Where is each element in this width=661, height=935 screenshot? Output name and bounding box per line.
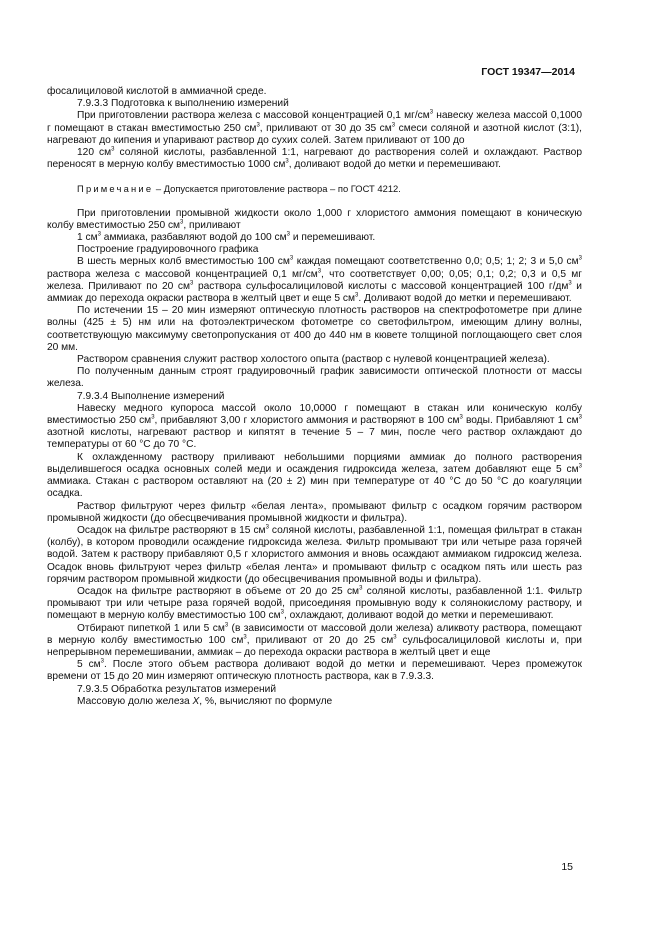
document-header: ГОСТ 19347—2014: [481, 66, 575, 78]
paragraph: В шесть мерных колб вместимостью 100 $см^3$ каждая помещают соответственно 0,0; 0,5; 1; 2; 3 и 5,0 $см^3$ раствора железа с массовой концентрацией 0,1 $мг/см^3$, что соответствует 0,00; 0,05; 0,1; 0,2; 0,3 и 0,5 мг железа. Приливают по 20 $см^3$ раствора сульфосалициловой кислоты с массовой концентрацией 100 $г/дм^3$ и аммиак до перехода окраски раствора в желтый цвет и еще 5 $см^3$. Доливают водой до метки и перемешивают.: [47, 256, 582, 305]
paragraph: По истечении 15 – 20 мин измеряют оптическую плотность растворов на спектрофотометре при длине волны (425 ± 5) нм или на фотоэлектрическом фотометре со светофильтром, имеющим длину волны, соответствующую максимуму светопропускания от 400 до 440 нм в кювете толщиной поглощающего свет слоя 20 мм.: [47, 305, 582, 353]
paragraph: Построение градуировочного графика: [77, 244, 259, 256]
paragraph: Раствор фильтруют через фильтр «белая лента», промывают фильтр с осадком горячим раствором промывной жидкости (до обесцвечивания промывной жидкости и фильтра).: [47, 500, 582, 524]
paragraph: фосалициловой кислотой в аммиачной среде.: [47, 86, 267, 97]
paragraph: По полученным данным строят градуировочный график зависимости оптической плотности от массы железа.: [47, 366, 582, 390]
paragraph: 7.9.3.5 Обработка результатов измерений: [77, 683, 277, 695]
paragraph: 5 $см^3$. После этого объем раствора доливают водой до метки и перемешивают. Через промежуток времени от 15 до 20 мин измеряют оптическую плотность раствора, как в 7.9.3.3.: [47, 658, 582, 683]
paragraph: 7.9.3.3 Подготовка к выполнению измерений: [77, 98, 289, 110]
document-body: [47, 86, 582, 708]
paragraph: Навеску медного купороса массой около 10,0000 г помещают в стакан или коническую колбу вместимостью 250 $см^3$, прибавляют 3,00 г хлористого аммония и растворяют в 100 $см^3$ воды. Прибавляют 1 $см^3$ азотной кислоты, нагревают раствор и кипятят в течение 5 – 7 мин, после чего раствор охлаждают до температуры от 60 °С до 70 °С.: [47, 402, 582, 451]
paragraph: 120 $см^3$ соляной кислоты, разбавленной 1:1, нагревают до растворения солей и охлаждают. Раствор переносят в мерную колбу вместимостью 1000 $см^3$, доливают водой до метки и перемешивают.: [47, 146, 582, 171]
paragraph: Отбирают пипеткой 1 или 5 $см^3$ (в зависимости от массовой доли железа) аликвоту раствора, помещают в мерную колбу вместимостью 100 $см^3$, приливают от 20 до 25 $см^3$ сульфосалициловой кислоты и, при непрерывном перемешивании, аммиак – до перехода окраски раствора в желтый цвет и еще: [47, 622, 582, 658]
paragraph: 7.9.3.4 Выполнение измерений: [77, 390, 225, 402]
paragraph: Массовую долю железа X, %, вычисляют по формуле: [77, 695, 333, 707]
paragraph: К охлажденному раствору приливают небольшими порциями аммиак до полного растворения выделившегося осадка основных солей меди и осаждения гидроксида железа, затем добавляют еще 5 $см^3$ аммиака. Стакан с раствором оставляют на (20 ± 2) мин при температуре от 40 °С до 50 °С до коагуляции осадка.: [47, 451, 582, 500]
paragraph: 1 $см^3$ аммиака, разбавляют водой до 100 $см^3$ и перемешивают.: [77, 231, 376, 244]
paragraph: Осадок на фильтре растворяют в объеме от 20 до 25 $см^3$ соляной кислоты, разбавленной 1:1. Фильтр промывают три или четыре раза горячей водой, присоединяя промывную воду к солянокислому раствору, и помещают в мерную колбу вместимостью 100 $см^3$, охлаждают, доливают водой до метки и перемешивают.: [47, 585, 582, 622]
paragraph: Раствором сравнения служит раствор холостого опыта (раствор с нулевой концентрацией железа).: [77, 354, 550, 366]
paragraph: При приготовлении промывной жидкости около 1,000 г хлористого аммония помещают в коническую колбу вместимостью 250 $см^3$, приливают: [47, 207, 582, 231]
paragraph: Осадок на фильтре растворяют в 15 $см^3$ соляной кислоты, разбавленной 1:1, помещая фильтрат в стакан (колбу), в котором проводили осаждение гидроксида железа. Фильтр промывают три или четыре раза горячей водой. Затем к раствору прибавляют 0,5 г хлористого аммония и вновь осаждают аммиаком гидроксид железа. Осадок вновь фильтруют через фильтр «белая лента» и промывают фильтр с осадком пять или шесть раз горячим раствором промывной жидкости (до обесцвечивания промывной воды и фильтра).: [47, 524, 582, 585]
page-number: 15: [561, 861, 573, 873]
note-paragraph: Примечание – Допускается приготовление раствора – по ГОСТ 4212.: [77, 183, 401, 195]
paragraph: При приготовлении раствора железа с массовой концентрацией 0,1 $мг/см^3$ навеску железа массой 0,1000 г помещают в стакан вместимостью 250 $см^3$, приливают от 30 до 35 $см^3$ смеси соляной и азотной кислот (3:1), нагревают до кипения и упаривают раствор до сухих солей. Затем приливают от 100 до: [47, 110, 582, 146]
